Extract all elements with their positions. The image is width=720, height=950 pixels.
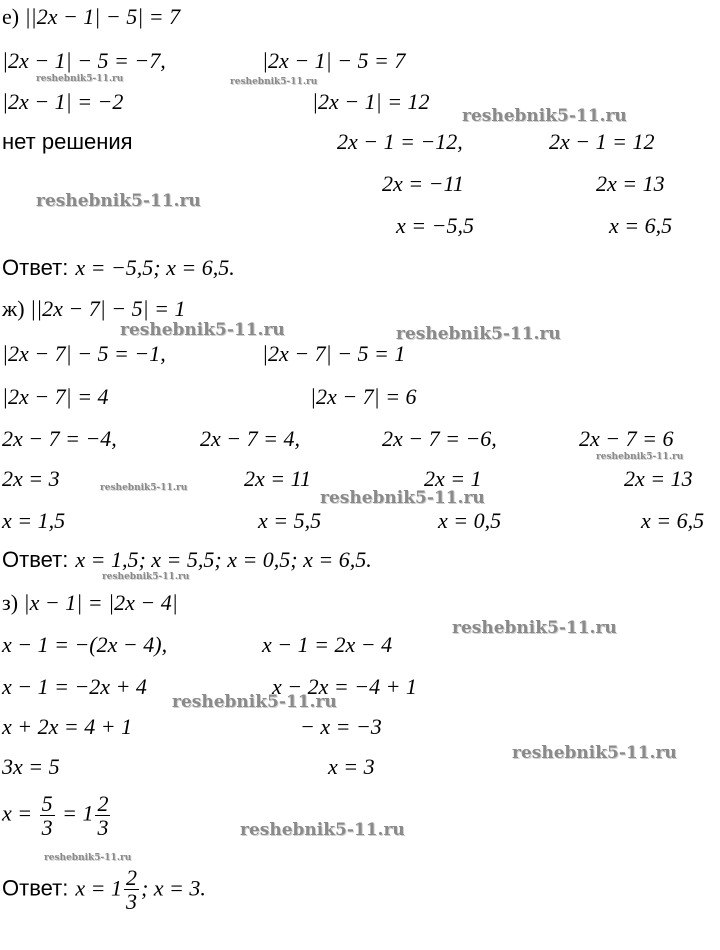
z-answer-x: x = 1 — [75, 875, 122, 901]
watermark: reshebnik5-11.ru — [44, 853, 132, 863]
z-fraction-x: x = — [2, 800, 33, 826]
z-mixed-numerator: 2 — [97, 791, 109, 816]
zh-step-4-2: 2x = 11 — [244, 466, 311, 491]
e-answer-value: x = −5,5; x = 6,5. — [75, 255, 235, 280]
zh-step-5-3: x = 0,5 — [438, 508, 502, 533]
e-case-right-2: |2x − 1| = 12 — [312, 89, 430, 114]
z-answer — [2, 866, 206, 913]
zh-step-5-2: x = 5,5 — [258, 508, 322, 533]
e-case-left-1: |2x − 1| − 5 = −7, — [2, 48, 166, 73]
zh-step-4-1: 2x = 3 — [2, 466, 60, 491]
e-case-left-2: |2x − 1| = −2 — [2, 89, 124, 114]
z-left-4: 3x = 5 — [2, 754, 60, 779]
watermark: reshebnik5-11.ru — [120, 320, 285, 340]
watermark: reshebnik5-11.ru — [462, 106, 627, 126]
problem-e-equation: ||2x − 1| − 5| = 7 — [24, 4, 181, 29]
watermark: reshebnik5-11.ru — [596, 452, 684, 462]
e-step-6: x = 6,5 — [609, 213, 673, 238]
problem-zh-label: ж) — [2, 296, 25, 321]
watermark: reshebnik5-11.ru — [102, 572, 190, 582]
watermark: reshebnik5-11.ru — [172, 692, 337, 712]
watermark: reshebnik5-11.ru — [512, 743, 677, 763]
z-left-2: x − 1 = −2x + 4 — [2, 674, 147, 699]
zh-step-5-1: x = 1,5 — [2, 508, 66, 533]
z-fraction-five-thirds — [40, 792, 55, 839]
e-answer — [2, 257, 235, 280]
e-step-3: 2x = −11 — [382, 171, 464, 196]
problem-z-line — [2, 592, 178, 614]
zh-case-2b: |2x − 7| = 6 — [310, 384, 417, 409]
e-case-right-1: |2x − 1| − 5 = 7 — [262, 48, 406, 73]
e-step-5: x = −5,5 — [396, 213, 474, 238]
z-right-2: x − 2x = −4 + 1 — [272, 674, 417, 699]
zh-case-1b: |2x − 7| − 5 = 1 — [262, 341, 406, 366]
zh-step-5-4: x = 6,5 — [641, 508, 705, 533]
watermark: reshebnik5-11.ru — [100, 483, 188, 493]
z-answer-numerator: 2 — [125, 865, 137, 890]
watermark: reshebnik5-11.ru — [396, 324, 561, 344]
problem-e-line — [2, 6, 180, 28]
watermark: reshebnik5-11.ru — [230, 77, 318, 87]
z-fraction-numerator: 5 — [41, 791, 53, 816]
zh-answer-value: x = 1,5; x = 5,5; x = 0,5; x = 6,5. — [75, 547, 372, 572]
z-fraction-equals: = 1 — [62, 800, 94, 826]
z-fraction-line — [2, 792, 112, 839]
e-answer-label: Ответ: — [2, 255, 69, 280]
zh-step-4-3: 2x = 1 — [424, 466, 482, 491]
problem-z-label: з) — [2, 590, 19, 615]
watermark: reshebnik5-11.ru — [240, 820, 405, 840]
zh-step-3-2: 2x − 7 = 4, — [200, 426, 300, 451]
problem-zh-equation: ||2x − 7| − 5| = 1 — [30, 296, 186, 321]
problem-zh-line — [2, 298, 186, 320]
watermark: reshebnik5-11.ru — [452, 618, 617, 638]
zh-step-3-4: 2x − 7 = 6 — [579, 426, 674, 451]
e-step-1: 2x − 1 = −12, — [337, 129, 463, 154]
z-mixed-fraction — [95, 792, 110, 839]
z-answer-tail: ; x = 3. — [140, 875, 206, 901]
watermark: reshebnik5-11.ru — [36, 191, 201, 211]
zh-step-3-1: 2x − 7 = −4, — [2, 426, 117, 451]
zh-step-3-3: 2x − 7 = −6, — [382, 426, 497, 451]
z-right-4: x = 3 — [328, 754, 375, 779]
z-left-3: x + 2x = 4 + 1 — [2, 714, 133, 739]
z-left-1: x − 1 = −(2x − 4), — [2, 632, 168, 657]
problem-e-label: е) — [2, 4, 20, 29]
zh-step-4-4: 2x = 13 — [624, 466, 693, 491]
e-step-4: 2x = 13 — [596, 171, 665, 196]
e-no-solution: нет решения — [2, 129, 133, 154]
z-right-3: − x = −3 — [300, 714, 382, 739]
zh-answer — [2, 549, 372, 572]
z-answer-denominator: 3 — [125, 889, 137, 915]
zh-answer-label: Ответ: — [2, 547, 69, 572]
z-answer-label: Ответ: — [2, 875, 69, 901]
z-mixed-denominator: 3 — [97, 815, 109, 841]
z-right-1: x − 1 = 2x − 4 — [262, 632, 393, 657]
zh-case-2a: |2x − 7| = 4 — [2, 384, 109, 409]
e-step-2: 2x − 1 = 12 — [549, 129, 655, 154]
problem-z-equation: |x − 1| = |2x − 4| — [23, 590, 178, 615]
zh-case-1a: |2x − 7| − 5 = −1, — [2, 341, 166, 366]
z-fraction-denominator: 3 — [41, 815, 53, 841]
z-answer-fraction — [124, 866, 139, 913]
watermark: reshebnik5-11.ru — [36, 74, 124, 84]
watermark: reshebnik5-11.ru — [320, 488, 485, 508]
